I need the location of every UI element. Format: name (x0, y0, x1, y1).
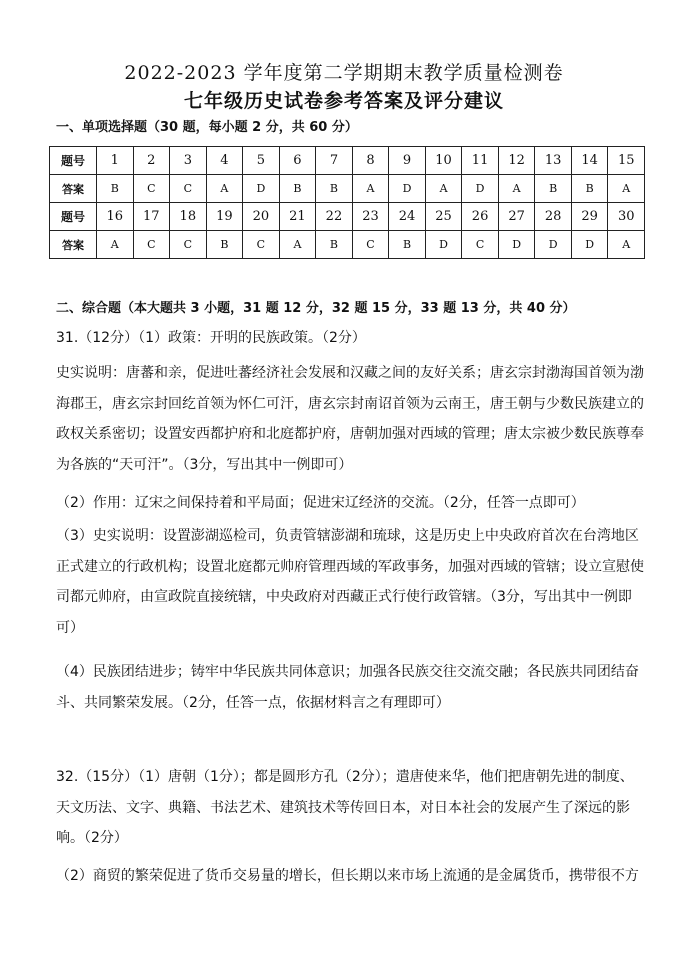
answer-cell: D (389, 175, 426, 203)
number-cell: 5 (243, 147, 280, 175)
number-cell: 9 (389, 147, 426, 175)
number-cell: 22 (316, 203, 353, 231)
answer-cell: A (97, 231, 134, 259)
answer-cell: B (389, 231, 426, 259)
answer-cell: D (498, 231, 535, 259)
table-row (50, 175, 645, 203)
number-cell: 15 (608, 147, 645, 175)
number-cell: 28 (535, 203, 572, 231)
answer-cell: B (535, 175, 572, 203)
number-cell: 19 (206, 203, 243, 231)
answer-cell: D (243, 175, 280, 203)
number-row-label: 题号 (50, 147, 97, 175)
answer-cell: B (97, 175, 134, 203)
q32-part1: 32.（15分）（1）唐朝（1分）；都是圆形方孔（2分）；遣唐使来华，他们把唐朝先进的制度、天文历法、文字、典籍、书法艺术、建筑技术等传回日本，对日本社会的发展产生了深远的影响。（2分） (56, 769, 634, 846)
number-cell: 11 (462, 147, 499, 175)
number-cell: 18 (170, 203, 207, 231)
answer-cell: B (279, 175, 316, 203)
number-cell: 29 (571, 203, 608, 231)
answer-row-label: 答案 (50, 231, 97, 259)
number-cell: 30 (608, 203, 645, 231)
answer-cell: C (170, 231, 207, 259)
section1-heading: 一、单项选择题（30 题，每小题 2 分，共 60 分） (56, 120, 358, 135)
number-cell: 1 (97, 147, 134, 175)
number-cell: 24 (389, 203, 426, 231)
number-cell: 13 (535, 147, 572, 175)
document-title: 2022-2023 学年度第二学期期末教学质量检测卷 (124, 62, 564, 84)
number-cell: 3 (170, 147, 207, 175)
number-cell: 23 (352, 203, 389, 231)
answer-cell: D (571, 231, 608, 259)
number-cell: 14 (571, 147, 608, 175)
number-cell: 26 (462, 203, 499, 231)
number-cell: 2 (133, 147, 170, 175)
q31-part1: 31.（12分）（1）政策：开明的民族政策。（2分） (56, 330, 366, 346)
q31-part2: （2）作用：辽宋之间保持着和平局面；促进宋辽经济的交流。（2分，任答一点即可） (56, 495, 585, 511)
number-cell: 8 (352, 147, 389, 175)
answer-cell: D (425, 231, 462, 259)
number-cell: 10 (425, 147, 462, 175)
number-row-label: 题号 (50, 203, 97, 231)
answer-cell: A (608, 231, 645, 259)
number-cell: 6 (279, 147, 316, 175)
number-cell: 17 (133, 203, 170, 231)
q32-part2: （2）商贸的繁荣促进了货币交易量的增长，但长期以来市场上流通的是金属货币，携带很不方 (56, 868, 639, 884)
number-cell: 21 (279, 203, 316, 231)
number-cell: 12 (498, 147, 535, 175)
answer-cell: A (279, 231, 316, 259)
number-cell: 7 (316, 147, 353, 175)
answer-cell: A (498, 175, 535, 203)
answer-cell: C (133, 231, 170, 259)
q31-part4: （4）民族团结进步；铸牢中华民族共同体意识；加强各民族交往交流交融；各民族共同团结奋斗、共同繁荣发展。（2分，任答一点，依据材料言之有理即可） (56, 664, 639, 711)
answer-cell: A (206, 175, 243, 203)
answer-cell: B (571, 175, 608, 203)
table-row (50, 147, 645, 175)
answer-cell: B (206, 231, 243, 259)
answer-cell: B (316, 175, 353, 203)
answer-table (49, 146, 645, 259)
answer-cell: A (425, 175, 462, 203)
section2-heading: 二、综合题（本大题共 3 小题，31 题 12 分，32 题 15 分，33 题 13 分，共 40 分） (56, 301, 576, 316)
answer-cell: C (243, 231, 280, 259)
table-row (50, 203, 645, 231)
number-cell: 27 (498, 203, 535, 231)
number-cell: 25 (425, 203, 462, 231)
answer-row-label: 答案 (50, 175, 97, 203)
q31-part3: （3）史实说明：设置澎湖巡检司，负责管辖澎湖和琉球，这是历史上中央政府首次在台湾地区正式建立的行政机构；设置北庭都元帅府管理西域的军政事务，加强对西域的管辖；设立宣慰使司都元帅府，由宣政院直接统辖，中央政府对西藏正式行使行政管辖。（3分，写出其中一例即可） (56, 528, 644, 636)
number-cell: 20 (243, 203, 280, 231)
number-cell: 16 (97, 203, 134, 231)
number-cell: 4 (206, 147, 243, 175)
answer-cell: D (462, 175, 499, 203)
answer-cell: D (535, 231, 572, 259)
answer-cell: C (170, 175, 207, 203)
answer-cell: C (352, 231, 389, 259)
document-subtitle: 七年级历史试卷参考答案及评分建议 (183, 90, 504, 112)
answer-cell: B (316, 231, 353, 259)
answer-cell: A (608, 175, 645, 203)
table-row (50, 231, 645, 259)
q31-part1-detail: 史实说明：唐蕃和亲，促进吐蕃经济社会发展和汉藏之间的友好关系；唐玄宗封渤海国首领为渤海郡王，唐玄宗封回纥首领为怀仁可汗，唐玄宗封南诏首领为云南王，唐王朝与少数民族建立的政权关系密切；设置安西都护府和北庭都护府，唐朝加强对西域的管理；唐太宗被少数民族尊奉为各族的“天可汗”。（3分，写出其中一例即可） (56, 365, 644, 473)
answer-cell: C (133, 175, 170, 203)
answer-cell: C (462, 231, 499, 259)
answer-cell: A (352, 175, 389, 203)
